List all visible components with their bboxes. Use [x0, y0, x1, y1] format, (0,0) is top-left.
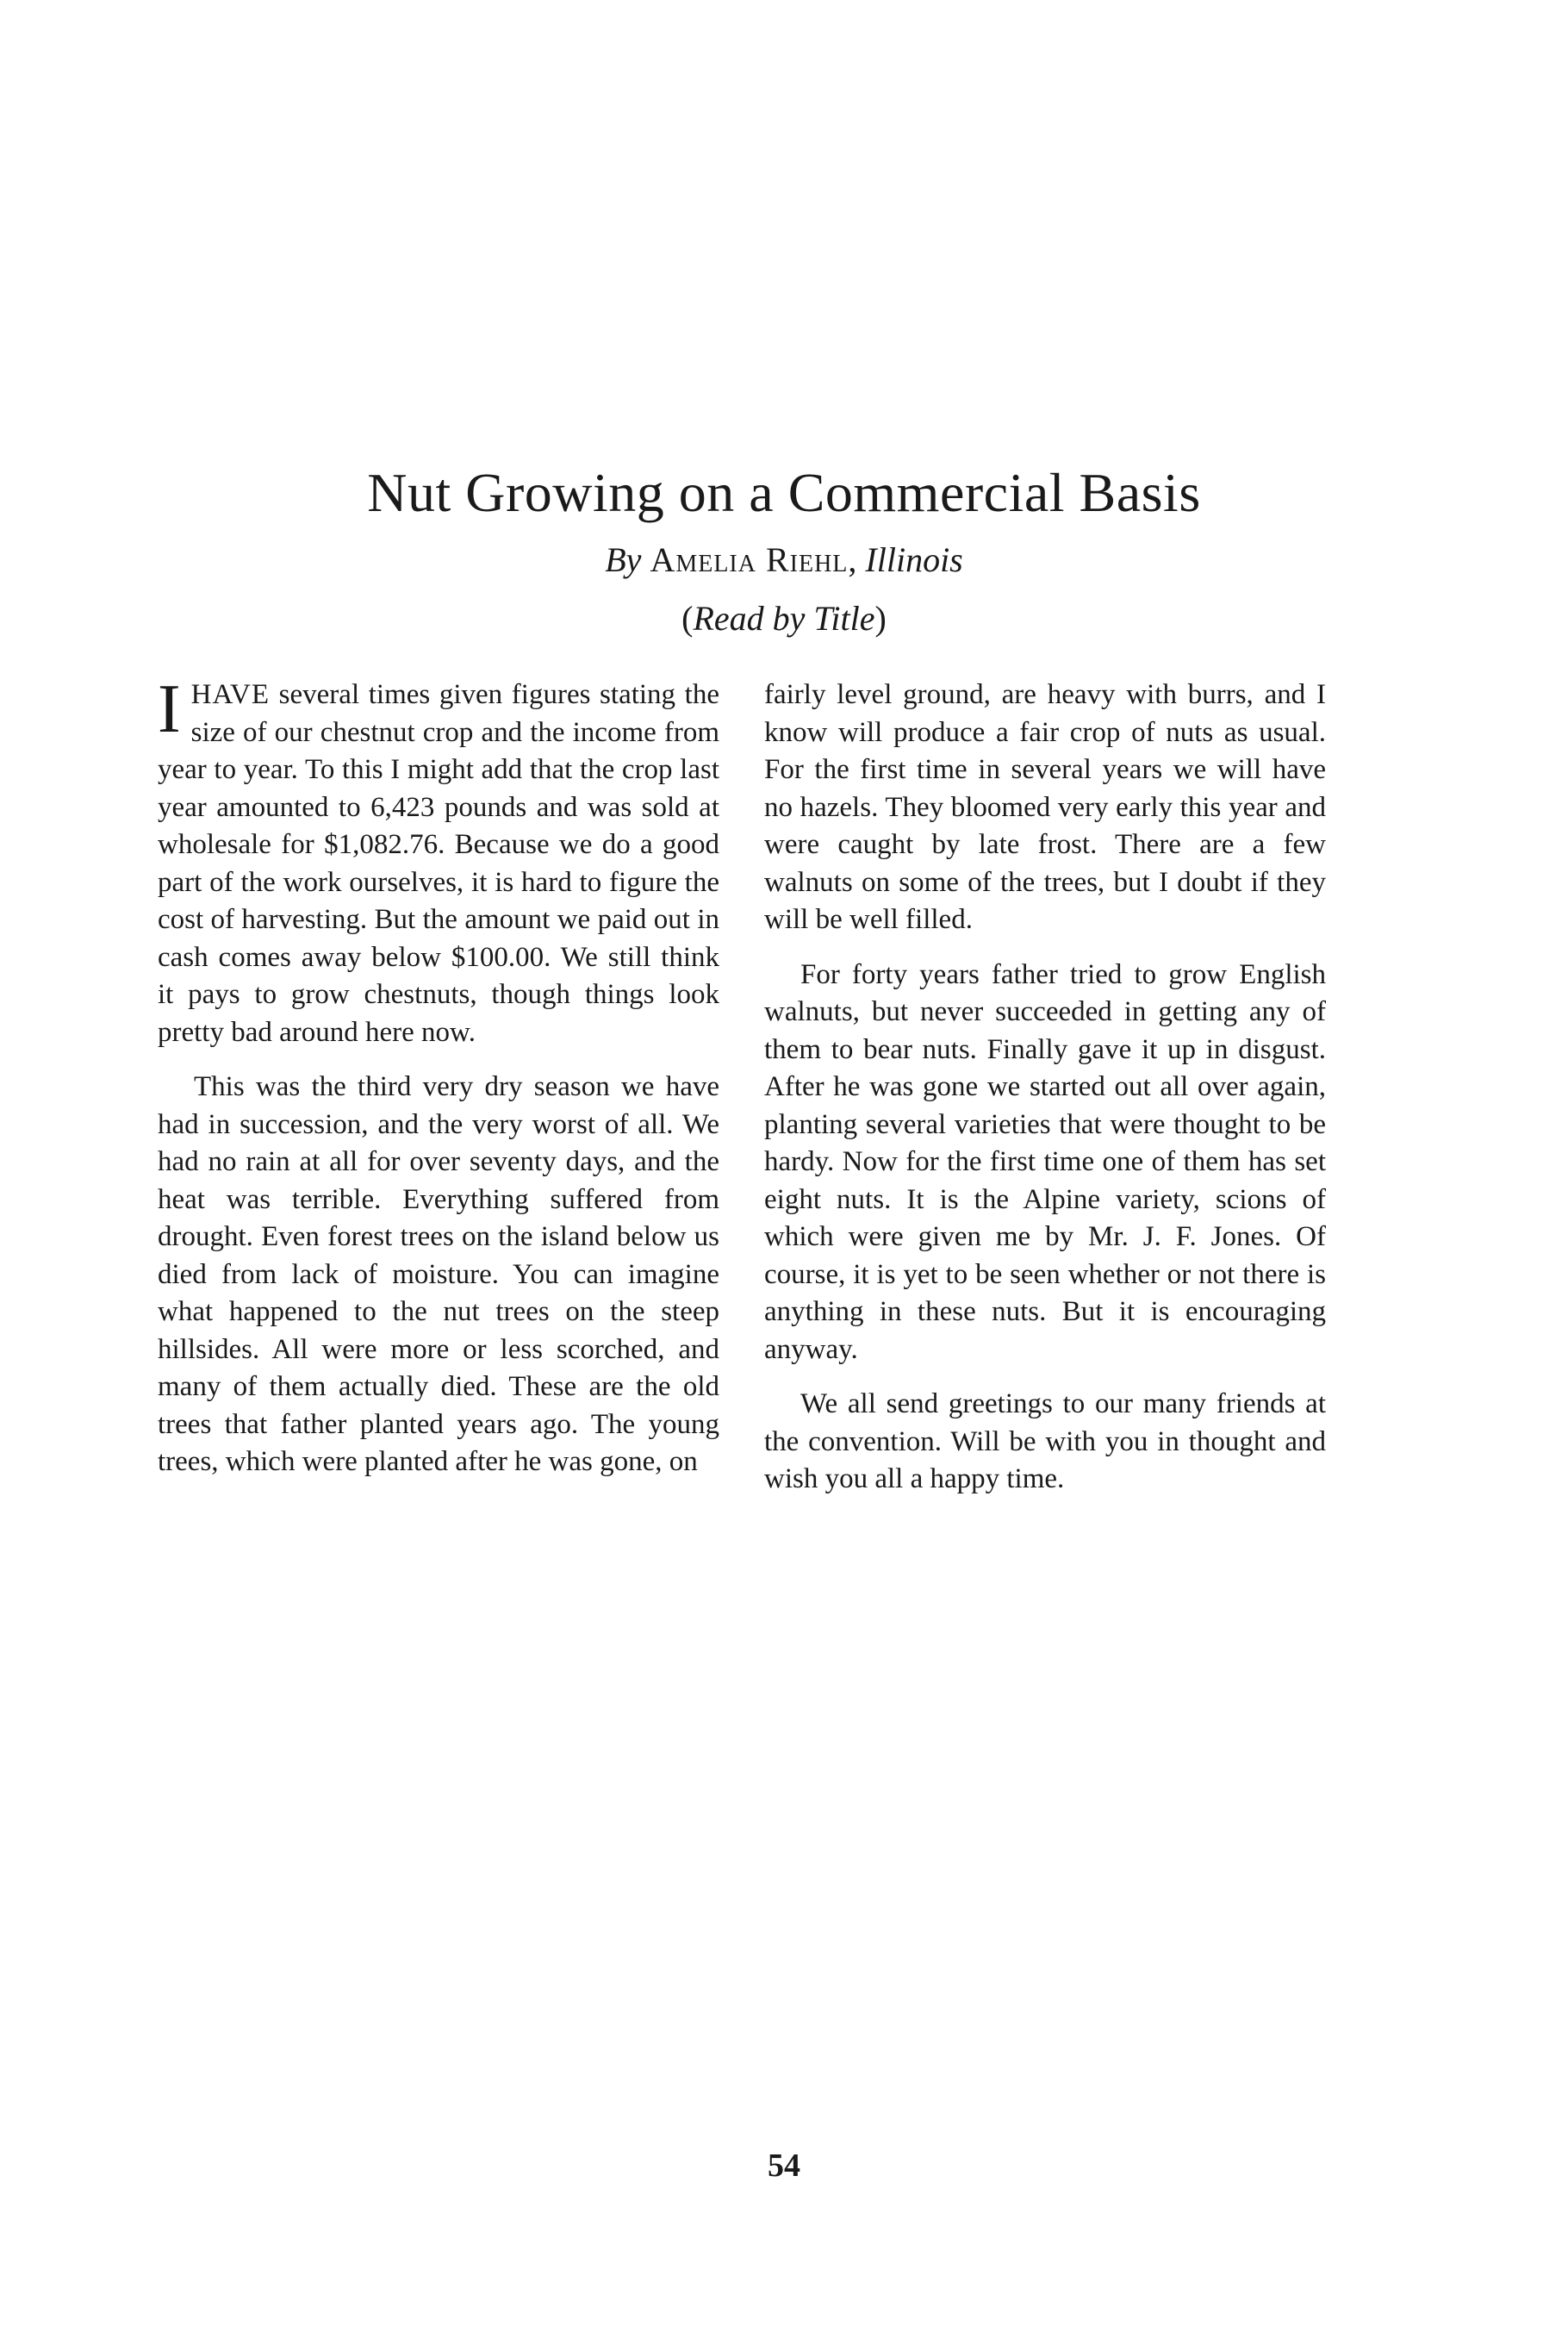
left-paragraph-1: [158, 671, 719, 1051]
article-title: Nut Growing on a Commercial Basis: [367, 462, 1201, 523]
page-number: 54: [768, 2148, 800, 2184]
right-paragraph-1: fairly level ground, are heavy with burrs, and I know will produce a fair crop of nuts as usual. For the first time in several years we will have no hazels. They bloomed very early this year and were caught by late frost. There are a few walnuts on some of the trees, but I doubt if they will be well filled.: [764, 679, 1326, 935]
byline-state: Illinois: [865, 540, 963, 579]
right-paragraph-2: For forty years father tried to grow English walnuts, but never succeeded in getting any of them to bear nuts. Finally gave it up in disgust. After he was gone we started out all over again, planting several varieties that were thought to be hardy. Now for the first time one of them has set eight nuts. It is the Alpine variety, scions of which were given me by Mr. J. F. Jones. Of course, it is yet to be seen whether or not there is anything in these nuts. But it is encouraging anyway.: [764, 958, 1326, 1365]
drop-cap: I: [158, 671, 181, 747]
read-note-close: ): [874, 599, 887, 638]
byline-by: By: [605, 540, 642, 579]
read-by-title-note: [0, 595, 1568, 643]
right-column: [764, 676, 1326, 1499]
byline-author: Amelia Riehl: [650, 540, 849, 579]
read-note-text: Read by Title: [693, 599, 875, 638]
byline-separator: ,: [848, 540, 857, 579]
left-column: [158, 671, 719, 1481]
left-paragraph-2: This was the third very dry season we have had in succession, and the very worst of all. We had no rain at all for over seventy days, and the heat was terrible. Everything suffered from drought. Even forest trees on the island below us died from lack of moisture. You can imagine what happened to the nut trees on the steep hillsides. All were more or less scorched, and many of them actually died. These are the old trees that father planted years ago. The young trees, which were planted after he was gone, on: [158, 1071, 719, 1477]
left-paragraph-1-text: several times given figures stating the size of our chestnut crop and the income from year to year. To this I might add that the crop last year amounted to 6,423 pounds and was sold at wholesale for $1,082.76. Because we do a good part of the work ourselves, it is hard to figure the cost of harvesting. But the amount we paid out in cash comes away below $100.00. We still think it pays to grow chestnuts, though things look pretty bad around here now.: [158, 679, 719, 1048]
read-note-open: (: [681, 599, 694, 638]
right-paragraph-3: We all send greetings to our many friends at the convention. Will be with you in thought and wish you all a happy time.: [764, 1388, 1326, 1494]
byline: [0, 536, 1568, 584]
lead-in-caps: HAVE: [190, 679, 271, 710]
